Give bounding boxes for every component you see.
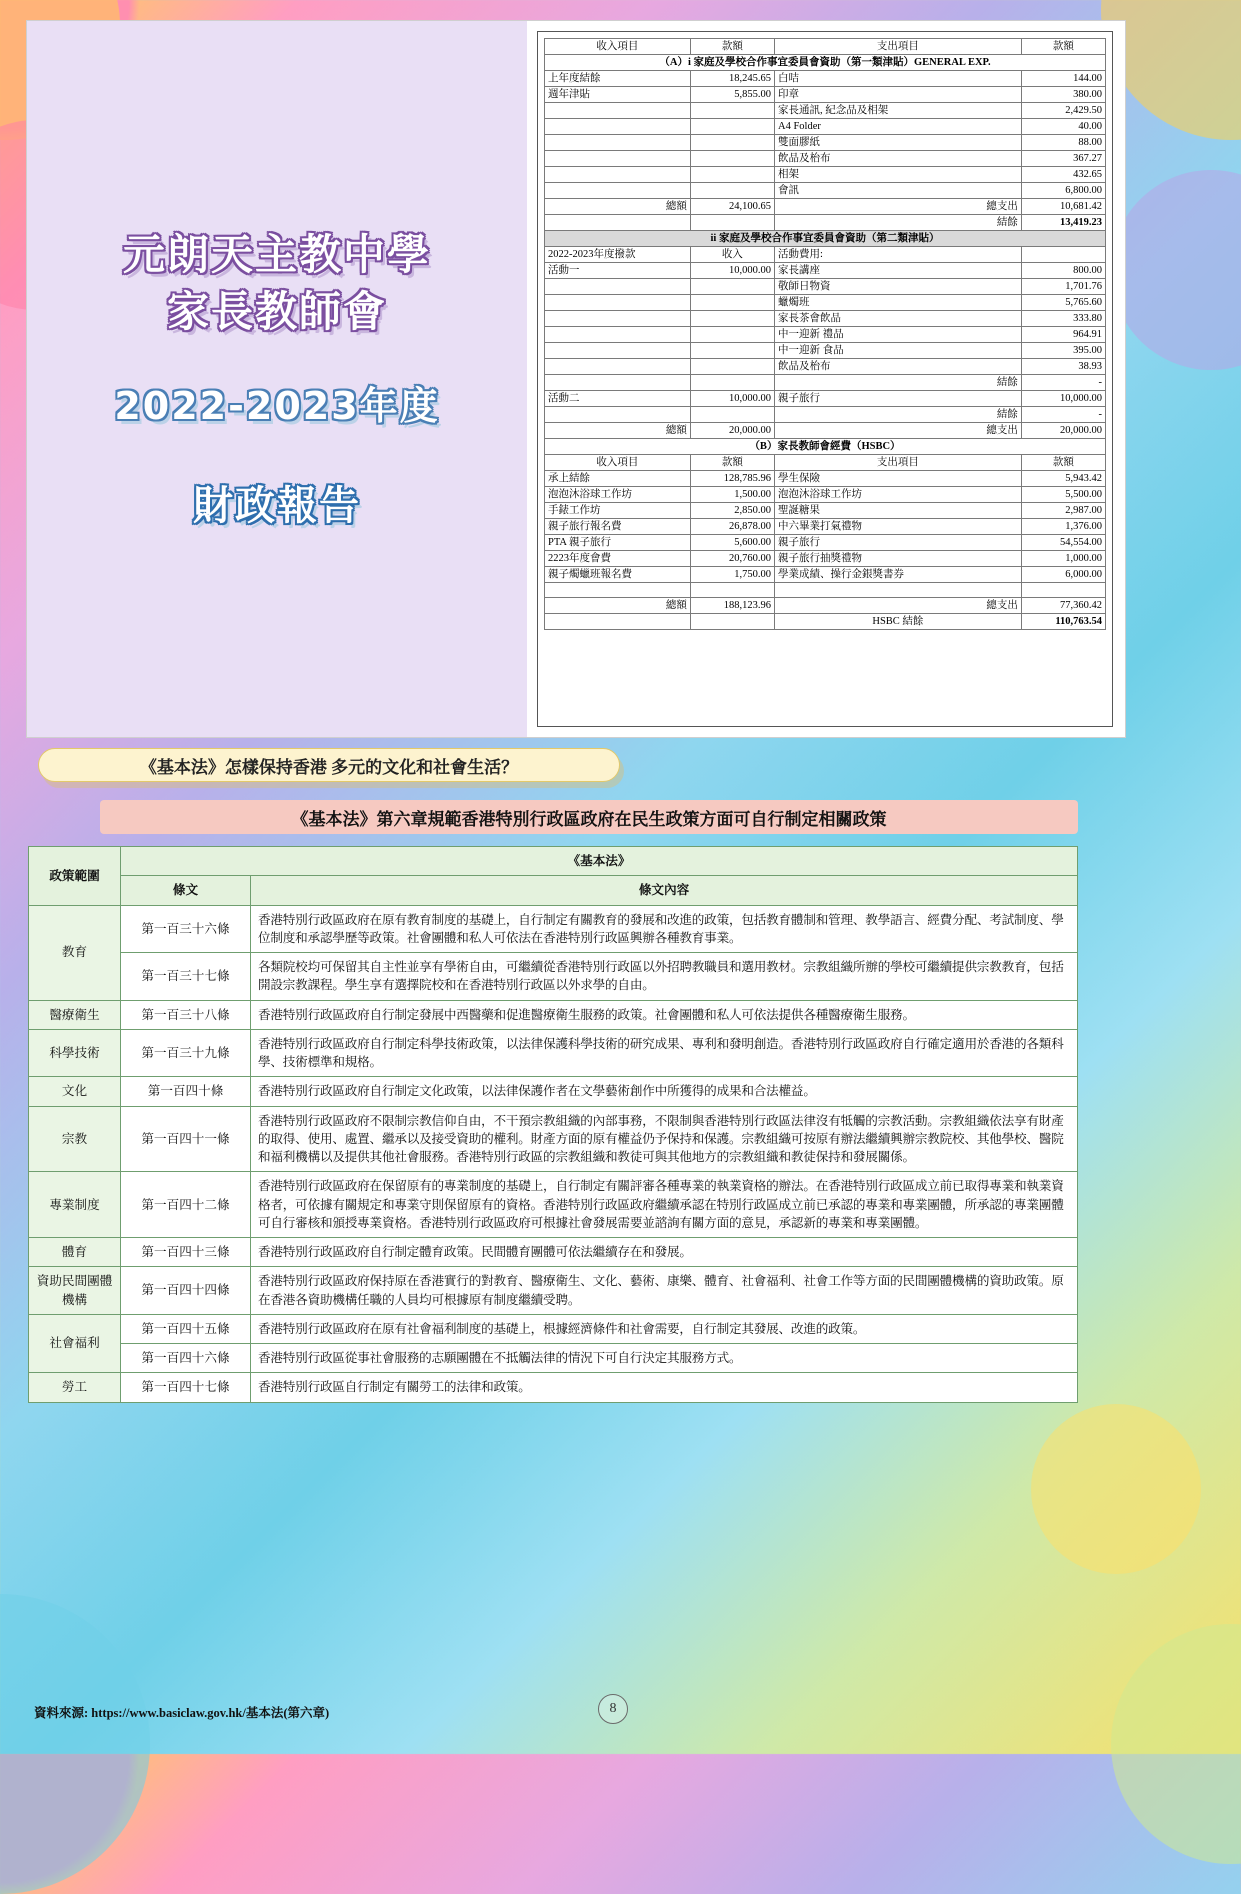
income-amount — [690, 327, 774, 343]
expense-amount: 964.91 — [1021, 327, 1105, 343]
table-header-row — [545, 39, 1106, 55]
article-number: 第一百四十四條 — [121, 1267, 251, 1315]
cover-title-block — [114, 227, 439, 530]
income-amount — [690, 103, 774, 119]
expense-item: 飲品及枱布 — [775, 151, 1022, 167]
expense-item: 雙面膠紙 — [775, 135, 1022, 151]
association-name: 家長教師會 — [166, 287, 387, 336]
finance-table — [544, 38, 1106, 630]
income-amount — [690, 279, 774, 295]
expense-amount: 54,554.00 — [1021, 535, 1105, 551]
income-amount: 2,850.00 — [690, 503, 774, 519]
article-number: 第一百三十八條 — [121, 1000, 251, 1029]
section-a-balance-row — [545, 215, 1106, 231]
col-expense-item: 支出項目 — [775, 455, 1022, 471]
policy-area-education: 教育 — [29, 905, 121, 1000]
expense-item: 家長通訊, 紀念品及相架 — [775, 103, 1022, 119]
section-a2-header — [545, 231, 1106, 247]
income-amount — [690, 151, 774, 167]
policy-area-religion: 宗教 — [29, 1106, 121, 1172]
income-label: 收入 — [690, 247, 774, 263]
income-amount — [690, 343, 774, 359]
table-row — [545, 327, 1106, 343]
decor-blob — [1031, 1404, 1201, 1574]
table-row — [545, 471, 1106, 487]
income-amount: 1,750.00 — [690, 567, 774, 583]
table-row — [545, 151, 1106, 167]
expense-amount: 40.00 — [1021, 119, 1105, 135]
expense-amount: 38.93 — [1021, 359, 1105, 375]
table-row — [545, 359, 1106, 375]
table-row — [29, 1106, 1078, 1172]
expense-amount: 395.00 — [1021, 343, 1105, 359]
decor-blob — [1111, 170, 1241, 370]
article-content: 各類院校均可保留其自主性並享有學術自由，可繼續從香港特別行政區以外招聘教職員和選用教材。宗教組織所辦的學校可繼續提供宗教教育，包括開設宗教課程。學生享有選擇院校和在香港特別行政區以外求學的自由。 — [251, 953, 1078, 1001]
financial-report-card — [26, 20, 1126, 738]
table-row — [545, 391, 1106, 407]
expense-item: 親子旅行 — [775, 535, 1022, 551]
table-row — [545, 343, 1106, 359]
expense-amount: 432.65 — [1021, 167, 1105, 183]
total-label: 總額 — [545, 423, 691, 439]
table-row — [545, 583, 1106, 598]
col-expense-amount: 款額 — [1021, 455, 1105, 471]
policy-area-profession: 專業制度 — [29, 1172, 121, 1238]
grant-year-label: 2022-2023年度撥款 — [545, 247, 691, 263]
col-expense-item: 支出項目 — [775, 39, 1022, 55]
expense-item: 家長茶會飲品 — [775, 311, 1022, 327]
income-item — [545, 311, 691, 327]
article-content: 香港特別行政區自行制定有關勞工的法律和政策。 — [251, 1373, 1078, 1402]
table-row — [545, 519, 1106, 535]
total-expense: 77,360.42 — [1021, 598, 1105, 614]
section-a2-subhead — [545, 247, 1106, 263]
expense-item: 相架 — [775, 167, 1022, 183]
income-item: 活動一 — [545, 263, 691, 279]
income-item — [545, 151, 691, 167]
expense-amount: 800.00 — [1021, 263, 1105, 279]
expense-item: 會訊 — [775, 183, 1022, 199]
section-a2-title: ii 家庭及學校合作事宜委員會資助（第二類津貼） — [545, 231, 1106, 247]
table-row — [545, 551, 1106, 567]
income-amount: 128,785.96 — [690, 471, 774, 487]
balance-label: 結餘 — [775, 375, 1022, 391]
table-row — [545, 135, 1106, 151]
income-amount — [690, 311, 774, 327]
expense-item — [775, 583, 1022, 598]
total-income: 24,100.65 — [690, 199, 774, 215]
expense-amount: 2,429.50 — [1021, 103, 1105, 119]
income-amount: 5,855.00 — [690, 87, 774, 103]
income-item: 2223年度會費 — [545, 551, 691, 567]
table-row — [545, 183, 1106, 199]
expense-item: 蠟燭班 — [775, 295, 1022, 311]
expense-item: 敬師日物資 — [775, 279, 1022, 295]
expense-item: 家長講座 — [775, 263, 1022, 279]
balance-label: 結餘 — [775, 407, 1022, 423]
expense-amount: 1,376.00 — [1021, 519, 1105, 535]
article-number: 第一百四十七條 — [121, 1373, 251, 1402]
total-label: 總額 — [545, 199, 691, 215]
policy-area-labour: 勞工 — [29, 1373, 121, 1402]
total-income: 20,000.00 — [690, 423, 774, 439]
basiclaw-table — [28, 846, 1078, 1403]
section-a2-balance-row-1 — [545, 375, 1106, 391]
income-item — [545, 279, 691, 295]
table-row — [545, 311, 1106, 327]
income-item: 承上結餘 — [545, 471, 691, 487]
article-content: 香港特別行政區政府在原有社會福利制度的基礎上，根據經濟條件和社會需要，自行制定其發展、改進的政策。 — [251, 1314, 1078, 1343]
total-expense-label: 總支出 — [775, 423, 1022, 439]
article-number: 第一百四十二條 — [121, 1172, 251, 1238]
expense-amount: 88.00 — [1021, 135, 1105, 151]
expense-amount: 10,000.00 — [1021, 391, 1105, 407]
balance-label: 結餘 — [775, 215, 1022, 231]
table-row — [545, 119, 1106, 135]
table-row — [545, 567, 1106, 583]
policy-area-welfare: 社會福利 — [29, 1314, 121, 1373]
table-row — [29, 1314, 1078, 1343]
income-amount: 26,878.00 — [690, 519, 774, 535]
section-b-total-row — [545, 598, 1106, 614]
expense-item: 中一迎新 食品 — [775, 343, 1022, 359]
income-amount: 5,600.00 — [690, 535, 774, 551]
article-number: 第一百四十六條 — [121, 1344, 251, 1373]
income-amount: 1,500.00 — [690, 487, 774, 503]
expense-amount: 1,701.76 — [1021, 279, 1105, 295]
section-b-header — [545, 439, 1106, 455]
income-item — [545, 359, 691, 375]
article-content: 香港特別行政區政府在原有教育制度的基礎上，自行制定有關教育的發展和改進的政策，包括教育體制和管理、教學語言、經費分配、考試制度、學位制度和承認學歷等政策。社會團體和私人可依法在香港特別行政區興辦各種教育事業。 — [251, 905, 1078, 953]
total-expense: 20,000.00 — [1021, 423, 1105, 439]
expense-amount: 6,800.00 — [1021, 183, 1105, 199]
report-type: 財政報告 — [192, 482, 361, 529]
income-amount — [690, 183, 774, 199]
header-policy-area: 政策範圍 — [29, 847, 121, 906]
expense-amount — [1021, 583, 1105, 598]
income-amount — [690, 583, 774, 598]
income-item: PTA 親子旅行 — [545, 535, 691, 551]
article-number: 第一百三十九條 — [121, 1029, 251, 1077]
table-row — [29, 1077, 1078, 1106]
expense-item: 學生保險 — [775, 471, 1022, 487]
table-row — [545, 103, 1106, 119]
table-row — [545, 295, 1106, 311]
policy-area-ngo-subsidy: 資助民間團體機構 — [29, 1267, 121, 1315]
col-expense-amount: 款額 — [1021, 39, 1105, 55]
table-row — [545, 279, 1106, 295]
total-expense: 10,681.42 — [1021, 199, 1105, 215]
income-item — [545, 583, 691, 598]
section-a2-total-row — [545, 423, 1106, 439]
expense-amount: 380.00 — [1021, 87, 1105, 103]
policy-area-sports: 體育 — [29, 1238, 121, 1267]
expense-item: 學業成績、操行金銀獎書券 — [775, 567, 1022, 583]
income-item — [545, 343, 691, 359]
table-row — [29, 1000, 1078, 1029]
section-a-header — [545, 55, 1106, 71]
section-a-title: （A）i 家庭及學校合作事宜委員會資助（第一類津貼）GENERAL EXP. — [545, 55, 1106, 71]
income-item — [545, 103, 691, 119]
table-row — [29, 1373, 1078, 1402]
income-item: 親子旅行報名費 — [545, 519, 691, 535]
expense-amount: 6,000.00 — [1021, 567, 1105, 583]
total-expense-label: 總支出 — [775, 199, 1022, 215]
balance-amount: - — [1021, 407, 1105, 423]
table-row — [29, 905, 1078, 953]
col-income-amount: 款額 — [690, 455, 774, 471]
article-number: 第一百四十一條 — [121, 1106, 251, 1172]
source-note: 資料來源: https://www.basiclaw.gov.hk/基本法(第六章) — [34, 1706, 330, 1720]
income-amount — [690, 119, 774, 135]
income-amount — [690, 359, 774, 375]
table-row — [29, 1238, 1078, 1267]
expense-item: 中六畢業打氣禮物 — [775, 519, 1022, 535]
finance-table-panel — [527, 21, 1125, 737]
section-b-balance-row — [545, 614, 1106, 630]
income-item: 上年度結餘 — [545, 71, 691, 87]
header-article-content: 條文內容 — [251, 876, 1078, 905]
total-income: 188,123.96 — [690, 598, 774, 614]
table-row — [545, 503, 1106, 519]
income-amount: 10,000.00 — [690, 391, 774, 407]
header-article: 條文 — [121, 876, 251, 905]
article-content: 香港特別行政區政府自行制定發展中西醫藥和促進醫療衛生服務的政策。社會團體和私人可依法提供各種醫療衛生服務。 — [251, 1000, 1078, 1029]
expense-amount: 144.00 — [1021, 71, 1105, 87]
income-item — [545, 183, 691, 199]
expense-amount: 333.80 — [1021, 311, 1105, 327]
income-item: 手錶工作坊 — [545, 503, 691, 519]
article-content: 香港特別行政區政府不限制宗教信仰自由，不干預宗教組織的內部事務，不限制與香港特別行政區法律沒有牴觸的宗教活動。宗教組織依法享有財產的取得、使用、處置、繼承以及接受資助的權利。財產方面的原有權益仍予保持和保護。宗教組織可按原有辦法繼續興辦宗教院校、其他學校、醫院和福利機構以及提供其他社會服務。香港特別行政區的宗教組織和教徒可與其他地方的宗教組織和教徒保持和發展關係。 — [251, 1106, 1078, 1172]
table-row — [545, 263, 1106, 279]
table-row — [29, 953, 1078, 1001]
policy-area-culture: 文化 — [29, 1077, 121, 1106]
table-row — [545, 87, 1106, 103]
table-row — [29, 1267, 1078, 1315]
expense-item: 中一迎新 禮品 — [775, 327, 1022, 343]
table-row — [545, 167, 1106, 183]
policy-area-science: 科學技術 — [29, 1029, 121, 1077]
hsbc-balance-amount: 110,763.54 — [1021, 614, 1105, 630]
activity-cost-label: 活動費用: — [775, 247, 1022, 263]
article-content: 香港特別行政區政府在保留原有的專業制度的基礎上，自行制定有關評審各種專業的執業資格的辦法。在香港特別行政區成立前已取得專業和執業資格者，可依據有關規定和專業守則保留原有的資格。香港特別行政區政府繼續承認在特別行政區成立前已承認的專業和專業團體，所承認的專業團體可自行審核和頒授專業資格。香港特別行政區政府可根據社會發展需要並諮詢有關方面的意見，承認新的專業和專業團體。 — [251, 1172, 1078, 1238]
income-item: 親子燭蠟班報名費 — [545, 567, 691, 583]
school-name: 元朗天主教中學 — [122, 230, 431, 280]
hsbc-balance-label: HSBC 結餘 — [775, 614, 1022, 630]
article-number: 第一百三十七條 — [121, 953, 251, 1001]
article-content: 香港特別行政區政府自行制定文化政策，以法律保護作者在文學藝術創作中所獲得的成果和合法權益。 — [251, 1077, 1078, 1106]
income-item — [545, 327, 691, 343]
section-a2-balance-row-2 — [545, 407, 1106, 423]
article-number: 第一百三十六條 — [121, 905, 251, 953]
header-basiclaw: 《基本法》 — [121, 847, 1078, 876]
expense-item: 親子旅行 — [775, 391, 1022, 407]
expense-amount: 1,000.00 — [1021, 551, 1105, 567]
question-banner: 《基本法》怎樣保持香港 多元的文化和社會生活？ — [38, 748, 620, 782]
article-number: 第一百四十三條 — [121, 1238, 251, 1267]
income-amount — [690, 295, 774, 311]
expense-item: 聖誕糖果 — [775, 503, 1022, 519]
balance-amount: 13,419.23 — [1021, 215, 1105, 231]
expense-amount: 5,500.00 — [1021, 487, 1105, 503]
expense-item: 白咭 — [775, 71, 1022, 87]
basiclaw-table-wrapper — [28, 846, 1078, 1403]
expense-amount: 5,765.60 — [1021, 295, 1105, 311]
article-content: 香港特別行政區政府自行制定科學技術政策，以法律保護科學技術的研究成果、專利和發明創造。香港特別行政區政府自行確定適用於香港的各類科學、技術標準和規格。 — [251, 1029, 1078, 1077]
income-item: 活動二 — [545, 391, 691, 407]
finance-table-frame — [537, 31, 1113, 727]
expense-item: 親子旅行抽獎禮物 — [775, 551, 1022, 567]
col-income-amount: 款額 — [690, 39, 774, 55]
article-content: 香港特別行政區政府保持原在香港實行的對教育、醫療衛生、文化、藝術、康樂、體育、社會福利、社會工作等方面的民間團體機構的資助政策。原在香港各資助機構任職的人員均可根據原有制度繼續受聘。 — [251, 1267, 1078, 1315]
page-number: 8 — [598, 1694, 628, 1724]
law-header-row — [29, 847, 1078, 876]
article-number: 第一百四十五條 — [121, 1314, 251, 1343]
subtitle-banner: 《基本法》第六章規範香港特別行政區政府在民生政策方面可自行制定相關政策 — [100, 800, 1078, 834]
school-year: 2022-2023年度 — [114, 383, 440, 428]
expense-amount: 2,987.00 — [1021, 503, 1105, 519]
total-label: 總額 — [545, 598, 691, 614]
income-amount — [690, 135, 774, 151]
table-row — [29, 1172, 1078, 1238]
income-item — [545, 119, 691, 135]
decor-blob — [0, 1594, 150, 1894]
table-row — [29, 1344, 1078, 1373]
expense-item: 飲品及枱布 — [775, 359, 1022, 375]
cover-panel — [27, 21, 527, 737]
income-item — [545, 135, 691, 151]
income-amount: 10,000.00 — [690, 263, 774, 279]
table-header-row — [545, 455, 1106, 471]
income-item — [545, 167, 691, 183]
total-expense-label: 總支出 — [775, 598, 1022, 614]
expense-item: A4 Folder — [775, 119, 1022, 135]
income-amount: 18,245.65 — [690, 71, 774, 87]
article-content: 香港特別行政區政府自行制定體育政策。民間體育團體可依法繼續存在和發展。 — [251, 1238, 1078, 1267]
article-content: 香港特別行政區從事社會服務的志願團體在不抵觸法律的情況下可自行決定其服務方式。 — [251, 1344, 1078, 1373]
expense-amount: 5,943.42 — [1021, 471, 1105, 487]
expense-item: 泡泡沐浴球工作坊 — [775, 487, 1022, 503]
law-subheader-row — [29, 876, 1078, 905]
table-row — [545, 535, 1106, 551]
expense-amount: 367.27 — [1021, 151, 1105, 167]
table-row — [545, 71, 1106, 87]
table-row — [545, 487, 1106, 503]
income-amount: 20,760.00 — [690, 551, 774, 567]
policy-area-health: 醫療衛生 — [29, 1000, 121, 1029]
income-item — [545, 295, 691, 311]
balance-amount: - — [1021, 375, 1105, 391]
expense-item: 印章 — [775, 87, 1022, 103]
decor-blob — [1111, 1624, 1241, 1864]
income-item: 泡泡沐浴球工作坊 — [545, 487, 691, 503]
section-a-total-row — [545, 199, 1106, 215]
income-amount — [690, 167, 774, 183]
table-row — [29, 1029, 1078, 1077]
income-item: 週年津貼 — [545, 87, 691, 103]
col-income-item: 收入項目 — [545, 455, 691, 471]
article-number: 第一百四十條 — [121, 1077, 251, 1106]
col-income-item: 收入項目 — [545, 39, 691, 55]
section-b-title: （B）家長教師會經費（HSBC） — [545, 439, 1106, 455]
